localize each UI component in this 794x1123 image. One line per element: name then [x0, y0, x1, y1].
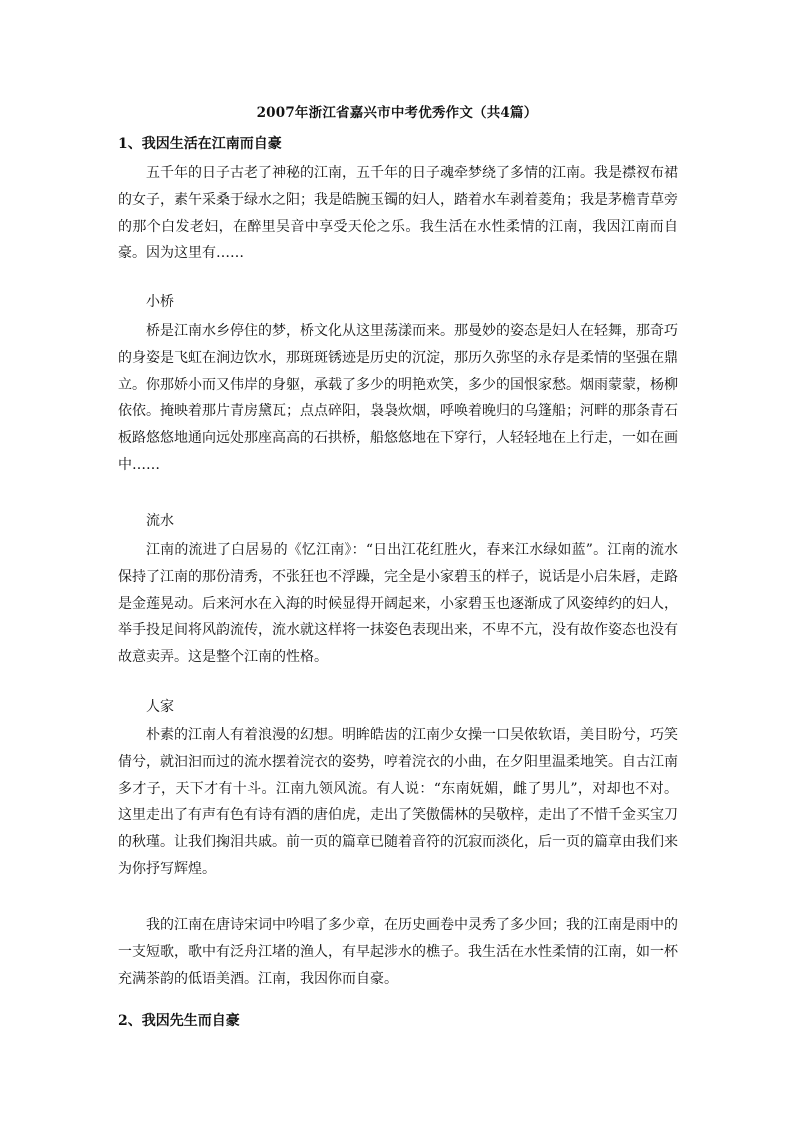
bridge-paragraph: 桥是江南水乡停住的梦，桥文化从这里荡漾而来。那曼妙的姿态是妇人在轻舞，那奇巧的身姿是飞虹在涧边饮水，那斑斑锈迹是历史的沉淀，那历久弥坚的永存是柔情的坚强在鼎立。你那娇小而又伟岸的身躯，承载了多少的明艳欢笑，多少的国恨家愁。烟雨蒙蒙，杨柳依依。掩映着那片青房黛瓦；点点碎阳，袅袅炊烟，呼唤着晚归的乌篷船；河畔的那条青石板路悠悠地通向远处那座高高的石拱桥，船悠悠地在下穿行，人轻轻地在上行走，一如在画中……: [118, 323, 678, 473]
section-heading-1: 1、我因生活在江南而自豪: [118, 136, 282, 152]
intro-paragraph: 五千年的日子古老了神秘的江南，五千年的日子魂牵梦绕了多情的江南。我是襟衩布裙的女子，素午采桑于绿水之阳；我是皓腕玉镯的妇人，踏着水车剥着菱角；我是茅檐青草旁的那个白发老妇，在醉里吴音中享受天伦之乐。我生活在水性柔情的江南，我因江南而自豪。因为这里有……: [118, 165, 678, 262]
subheading-bridge: 小桥: [146, 294, 174, 310]
subheading-people: 人家: [146, 699, 174, 715]
subheading-water: 流水: [146, 513, 174, 529]
people-paragraph: 朴素的江南人有着浪漫的幻想。明眸皓齿的江南少女操一口吴侬软语，美目盼兮，巧笑倩兮，就汩汩而过的流水摆着浣衣的姿势，哼着浣衣的小曲，在夕阳里温柔地笑。自古江南多才子，天下才有十斗。江南九领风流。有人说：“东南妩媚，雌了男儿”，对却也不对。这里走出了有声有色有诗有酒的唐伯虎，走出了笑傲儒林的吴敬梓，走出了不惜千金买宝刀的秋瑾。让我们掬泪共戚。前一页的篇章已随着音符的沉寂而淡化，后一页的篇章由我们来为你抒写辉煌。: [118, 727, 678, 877]
document-title: 2007年浙江省嘉兴市中考优秀作文（共4篇）: [256, 105, 538, 121]
closing-paragraph: 我的江南在唐诗宋词中吟唱了多少章，在历史画卷中灵秀了多少回；我的江南是雨中的一支短歌，歌中有泛舟江堵的渔人，有早起涉水的樵子。我生活在水性柔情的江南，如一杯充满茶韵的低语美酒。江南，我因你而自豪。: [118, 917, 678, 987]
section-heading-2: 2、我因先生而自豪: [118, 1013, 240, 1029]
water-paragraph: 江南的流进了白居易的《忆江南》：“日出江花红胜火，春来江水绿如蓝”。江南的流水保持了江南的那份清秀，不张狂也不浮躁，完全是小家碧玉的样子，说话是小启朱唇，走路是金莲晃动。后来河水在入海的时候显得开阔起来，小家碧玉也逐渐成了风姿绰约的妇人，举手投足间将风韵流传，流水就这样将一抹姿色表现出来，不卑不亢，没有故作姿态也没有故意卖弄。这是整个江南的性格。: [118, 542, 678, 666]
